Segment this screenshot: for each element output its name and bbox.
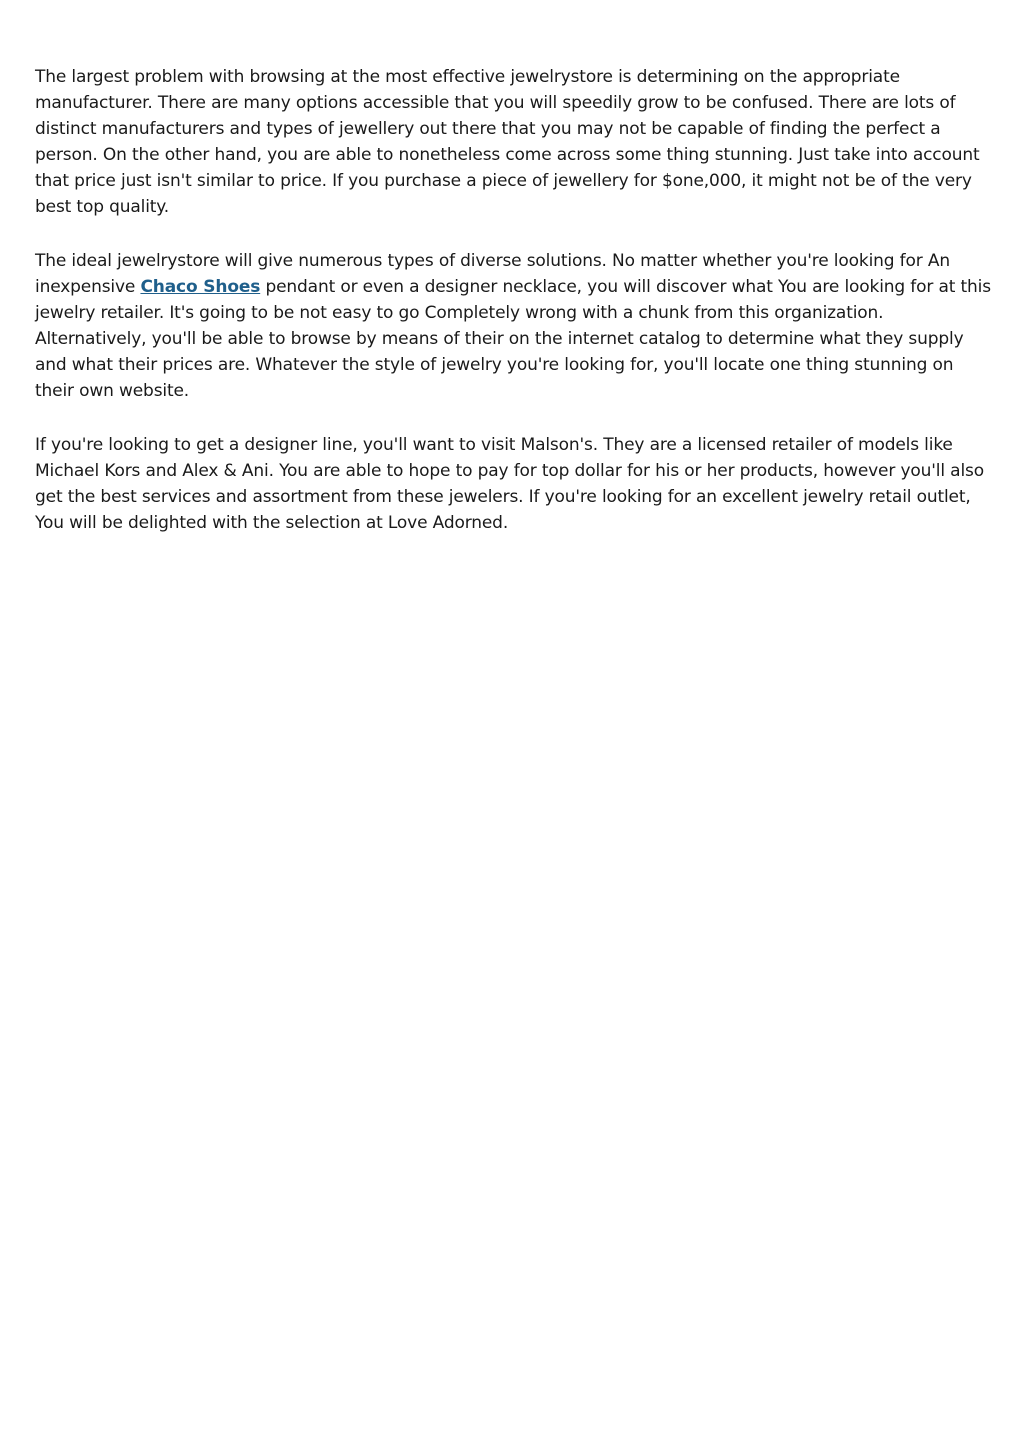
paragraph-1: The largest problem with browsing at the most effective jewelrystore is determining on the appropriate manufacturer. There are many options accessible that you will speedily grow to be confused. There are lots of distinct manufacturers and types of jewellery out there that you may not be capable of finding the perfect a person. On the other hand, you are able to nonetheless come across some thing stunning. Just take into account that price just isn't similar to price. If you purchase a piece of jewellery for $one,000, it might not be of the very best top quality. (35, 67, 980, 217)
paragraph-2-after-link: pendant or even a designer necklace, you will discover what You are looking for at this jewelry retailer. It's going to be not easy to go Completely wrong with a chunk from this organization. Alternatively, you'll be able to browse by means of their on the internet catalog to determine what they supply and what their prices are. Whatever the style of jewelry you're looking for, you'll locate one thing stunning on their own website. (35, 277, 991, 401)
paragraph-2-before-link: The ideal jewelrystore will give numerous types of diverse solutions. No matter whether you're looking for An inexpensive (35, 251, 950, 297)
document-body (35, 64, 995, 564)
paragraph-3: If you're looking to get a designer line, you'll want to visit Malson's. They are a licensed retailer of models like Michael Kors and Alex & Ani. You are able to hope to pay for top dollar for his or her products, however you'll also get the best services and assortment from these jewelers. If you're looking for an excellent jewelry retail outlet, You will be delighted with the selection at Love Adorned. (35, 435, 984, 533)
chaco-shoes-link[interactable]: Chaco Shoes (140, 277, 261, 297)
paragraph-2 (35, 248, 995, 404)
